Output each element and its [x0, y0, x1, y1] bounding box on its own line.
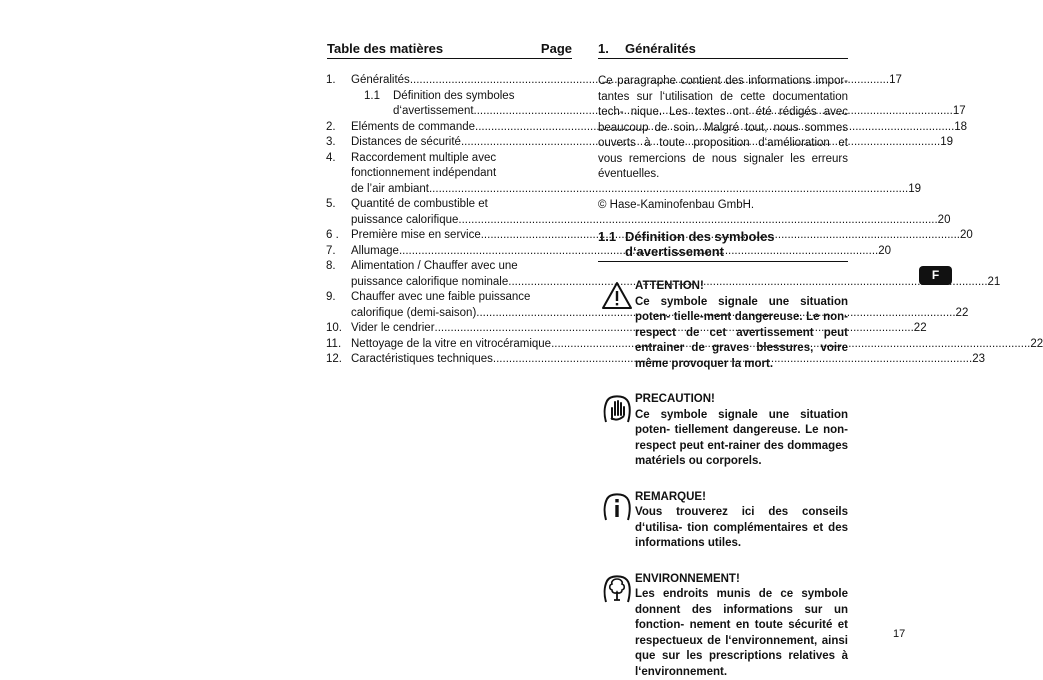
- notice-title: ENVIRONNEMENT!: [635, 572, 848, 588]
- toc-entry-text: Vider le cendrier: [351, 321, 435, 337]
- notice-text: Ce symbole signale une situation poten- tielle-ment dangereuse. Le non-respect de cet avertissement peut entrainer de graves blessures, voire même provoquer la mort.: [635, 295, 848, 373]
- notice-title: ATTENTION!: [635, 279, 848, 295]
- content-column: [598, 41, 848, 680]
- notice-text: Les endroits munis de ce symbole donnent des informations sur un fonction- nement en toute sécurité et respectueux de l‘environnement, ainsi que sur les prescriptions relatives à l‘environnement.: [635, 587, 848, 680]
- toc-entry-page: 19: [908, 182, 921, 198]
- notice-title: PRECAUTION!: [635, 392, 848, 408]
- toc-entry: [326, 73, 577, 89]
- toc-entry-text: Première mise en service: [351, 228, 481, 244]
- toc-entry-number: 5.: [326, 197, 351, 228]
- toc-entry-number: 3.: [326, 135, 351, 151]
- intro-paragraph: Ce paragraphe contient des informations impor- tantes sur l‘utilisation de cette documentation tech- nique. Les textes ont été rédigés avec beaucoup de soin. Malgré tout, nous sommes ouverts à toute proposition d‘amélioration et vous remercions de nous signaler les erreurs éventuelles.: [598, 74, 848, 183]
- page-number: 17: [893, 628, 905, 640]
- subsection-title-line2: d‘avertissement: [625, 244, 724, 259]
- toc-entry-page: 20: [938, 213, 951, 229]
- toc-entry-text: Allumage: [351, 244, 399, 260]
- toc-entry-number: 7.: [326, 244, 351, 260]
- subsection-title-line1: Définition des symboles: [625, 229, 775, 244]
- toc-entry-text: Alimentation / Chauffer avec une: [351, 259, 518, 275]
- toc-entry-number: 1.1: [364, 89, 393, 120]
- toc-entry-number: 8.: [326, 259, 351, 290]
- toc-entry: [326, 197, 577, 228]
- toc-entry-number: 12.: [326, 352, 351, 368]
- notice-text: Ce symbole signale une situation poten- tiellement dangereuse. Le non-respect peut ent-rainer des dommages matériels ou corporels.: [635, 408, 848, 470]
- notice-attention: [598, 279, 848, 372]
- toc-entry-text: Distances de sécurité: [351, 135, 461, 151]
- toc-entry-number: 1.: [326, 73, 351, 89]
- toc-entry-text: Quantité de combustible et: [351, 197, 488, 213]
- toc-entry-text: Généralités: [351, 73, 410, 89]
- toc-entry-number: 4.: [326, 151, 351, 198]
- toc-entry-text: calorifique (demi-saison): [351, 306, 476, 322]
- toc-entry-page: 22: [1030, 337, 1043, 353]
- toc-entry-text: Nettoyage de la vitre en vitrocéramique: [351, 337, 551, 353]
- toc-entry-text: fonctionnement indépendant: [351, 166, 496, 182]
- toc-entry: [326, 228, 577, 244]
- toc-entry-page: 18: [954, 120, 967, 136]
- toc-entry: [326, 89, 577, 120]
- toc-list: [326, 73, 577, 368]
- toc-entry-text: Raccordement multiple avec: [351, 151, 496, 167]
- toc-entry-page: 17: [889, 73, 902, 89]
- toc-entry-number: 2.: [326, 120, 351, 136]
- toc-entry-text: puissance calorifique: [351, 213, 458, 229]
- info-icon: [601, 491, 633, 523]
- section-heading-generalites: [598, 41, 848, 59]
- toc-entry-page: 20: [878, 244, 891, 260]
- toc-entry-text: d‘avertissement: [393, 104, 474, 120]
- toc-entry-text: de l’air ambiant: [351, 182, 429, 198]
- toc-entry: [326, 321, 577, 337]
- subsection-number: 1.1: [598, 229, 625, 244]
- notice-precaution: [598, 392, 848, 470]
- toc-entry-text: Chauffer avec une faible puissance: [351, 290, 530, 306]
- toc-entry-text: Définition des symboles: [393, 89, 514, 105]
- toc-entry-page: 21: [988, 275, 1001, 291]
- toc-entry-text: Eléments de commande: [351, 120, 475, 136]
- toc-entry: [326, 290, 577, 321]
- notice-title: REMARQUE!: [635, 490, 848, 506]
- toc-entry: [326, 151, 577, 198]
- warning-triangle-icon: [601, 280, 633, 312]
- toc-entry: [326, 135, 577, 151]
- language-badge: F: [919, 266, 952, 285]
- toc-title: Table des matières: [327, 41, 443, 56]
- notice-remarque: [598, 490, 848, 552]
- toc-page-header: Page: [541, 41, 572, 56]
- toc-entry-number: 9.: [326, 290, 351, 321]
- table-of-contents: [326, 41, 577, 368]
- toc-entry-text: puissance calorifique nominale: [351, 275, 508, 291]
- toc-entry-number: 10.: [326, 321, 351, 337]
- toc-entry-page: 23: [972, 352, 985, 368]
- notice-text: Vous trouverez ici des conseils d‘utilisa- tion complémentaires et des informations utiles.: [635, 505, 848, 552]
- notice-environnement: [598, 572, 848, 680]
- toc-entry-text: Caractéristiques techniques: [351, 352, 493, 368]
- toc-entry-number: 6 .: [326, 228, 351, 244]
- toc-entry: [326, 120, 577, 136]
- toc-entry-page: 22: [956, 306, 969, 322]
- section-title: Généralités: [625, 41, 696, 56]
- toc-entry-page: 17: [953, 104, 966, 120]
- section-number: 1.: [598, 41, 625, 56]
- hand-caution-icon: [601, 393, 633, 425]
- toc-entry: [326, 352, 577, 368]
- toc-entry: [326, 244, 577, 260]
- toc-header: [327, 41, 572, 59]
- toc-entry: [326, 337, 577, 353]
- toc-entry-number: 11.: [326, 337, 351, 353]
- toc-entry-page: 19: [940, 135, 953, 151]
- toc-entry: [326, 259, 577, 290]
- tree-environment-icon: [601, 573, 633, 605]
- toc-entry-page: 20: [960, 228, 973, 244]
- copyright-line: © Hase-Kaminofenbau GmbH.: [598, 198, 848, 214]
- toc-entry-page: 22: [914, 321, 927, 337]
- section-heading-definitions: [598, 229, 848, 262]
